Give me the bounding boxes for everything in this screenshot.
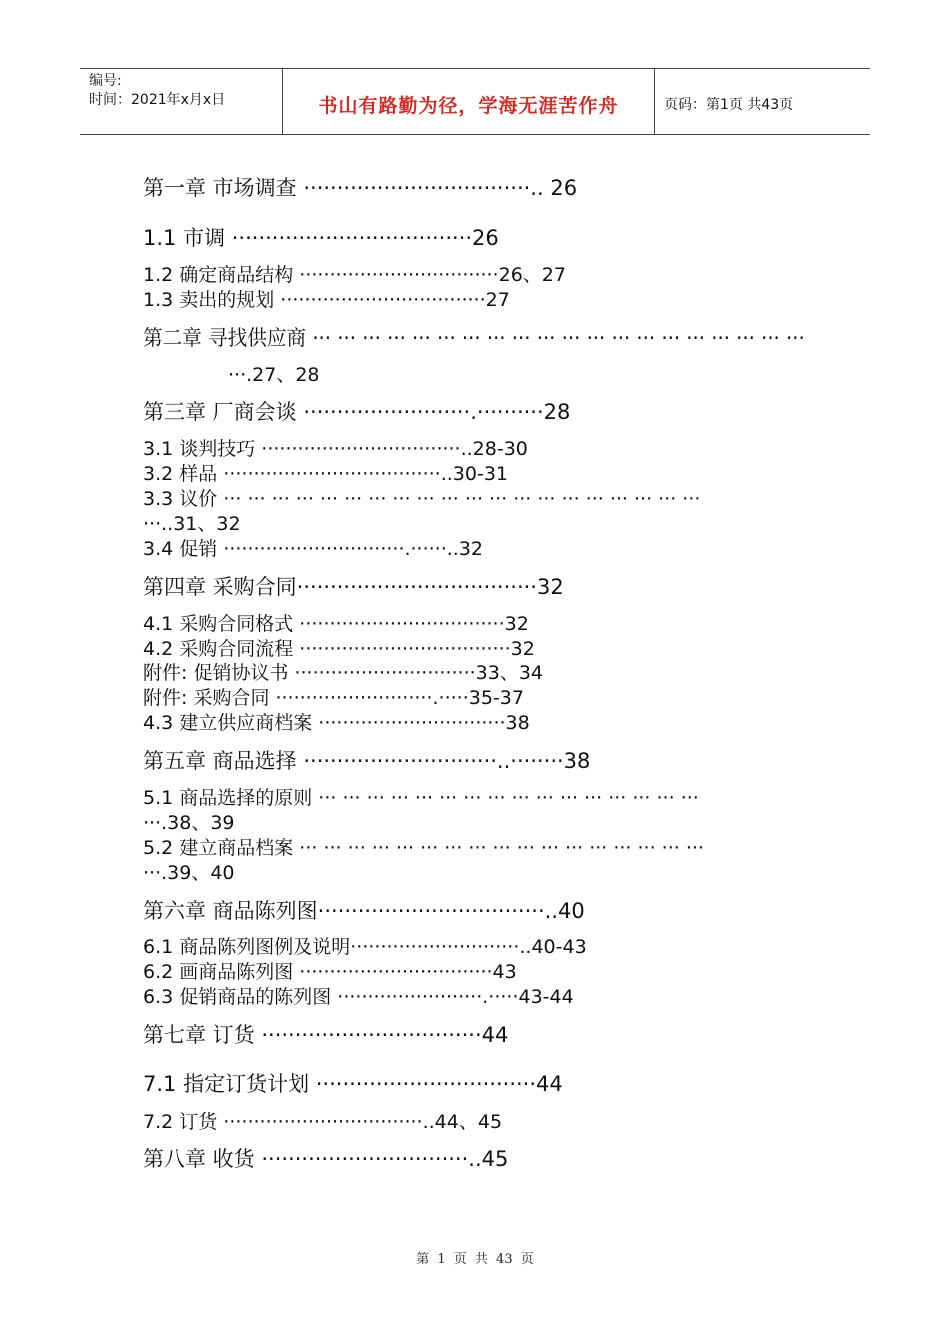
header-page-info: 页码：第1页 共43页: [664, 97, 794, 113]
toc-entry[interactable]: 3.1 谈判技巧 ·································..28-30: [143, 438, 528, 460]
toc-entry[interactable]: 1.2 确定商品结构 ·································26、27: [143, 264, 566, 286]
toc-entry[interactable]: 附件: 采购合同 ··························.·····35-37: [143, 687, 524, 709]
toc-entry[interactable]: 第四章 采购合同····································32: [143, 575, 564, 599]
toc-entry[interactable]: 第八章 收货 ·······························..45: [143, 1147, 509, 1171]
toc-entry[interactable]: 6.3 促销商品的陈列图 ························.·····43-44: [143, 986, 574, 1008]
number-label: 编号:: [89, 73, 122, 89]
time-label: 时间：2021年x月x日: [89, 92, 226, 108]
toc-entry[interactable]: 7.1 指定订货计划 ·································44: [143, 1072, 563, 1096]
toc-entry[interactable]: 6.1 商品陈列图例及说明····························..40-43: [143, 936, 587, 958]
toc-entry[interactable]: 1.3 卖出的规划 ··································27: [143, 289, 510, 311]
toc-entry[interactable]: 5.1 商品选择的原则 ··· ··· ··· ··· ··· ··· ··· ··· ··· ··· ··· ··· ··· ··· ··· ···: [143, 787, 699, 809]
toc-entry[interactable]: 3.2 样品 ····································..30-31: [143, 463, 509, 485]
toc-entry[interactable]: 4.2 采购合同流程 ···································32: [143, 638, 535, 660]
toc-entry[interactable]: 第七章 订货 ·································44: [143, 1023, 509, 1047]
toc-entry[interactable]: 6.2 画商品陈列图 ································43: [143, 961, 517, 983]
toc-entry[interactable]: 3.4 促销 ······························.······..32: [143, 538, 484, 560]
toc-entry[interactable]: 1.1 市调 ····································26: [143, 226, 499, 250]
toc-entry[interactable]: 5.2 建立商品档案 ··· ··· ··· ··· ··· ··· ··· ··· ··· ··· ··· ··· ··· ··· ··· ··· ···: [143, 837, 704, 859]
toc-entry[interactable]: 第六章 商品陈列图··································..40: [143, 899, 585, 923]
toc-entry[interactable]: 4.1 采购合同格式 ··································32: [143, 613, 529, 635]
toc-entry[interactable]: 第一章 市场调查 ··································.. 26: [143, 176, 578, 200]
toc-entry[interactable]: 4.3 建立供应商档案 ·······························38: [143, 712, 530, 734]
toc-entry[interactable]: ···..31、32: [143, 513, 241, 535]
header-motto: 书山有路勤为径，学海无涯苦作舟: [283, 69, 655, 134]
toc-entry[interactable]: ···.27、28: [228, 364, 320, 386]
toc-entry[interactable]: 3.3 议价 ··· ··· ··· ··· ··· ··· ··· ··· ··· ··· ··· ··· ··· ··· ··· ··· ··· ··· ··· ···: [143, 488, 701, 510]
toc-entry[interactable]: 第五章 商品选择 ·····························..········38: [143, 749, 591, 773]
toc-entry[interactable]: 附件: 促销协议书 ······························33、34: [143, 662, 544, 684]
page-footer: 第 1 页 共 43 页: [416, 1252, 534, 1267]
toc-entry[interactable]: 第二章 寻找供应商 ··· ··· ··· ··· ··· ··· ··· ··· ··· ··· ··· ··· ··· ··· ··· ··· ··· ··· ··· ···: [143, 326, 805, 350]
toc-entry[interactable]: 7.2 订货 ·································..44、45: [143, 1111, 503, 1133]
toc-entry[interactable]: ···.39、40: [143, 862, 235, 884]
toc-entry[interactable]: 第三章 厂商会谈 ·························.··········28: [143, 400, 571, 424]
toc-entry[interactable]: ···.38、39: [143, 812, 235, 834]
